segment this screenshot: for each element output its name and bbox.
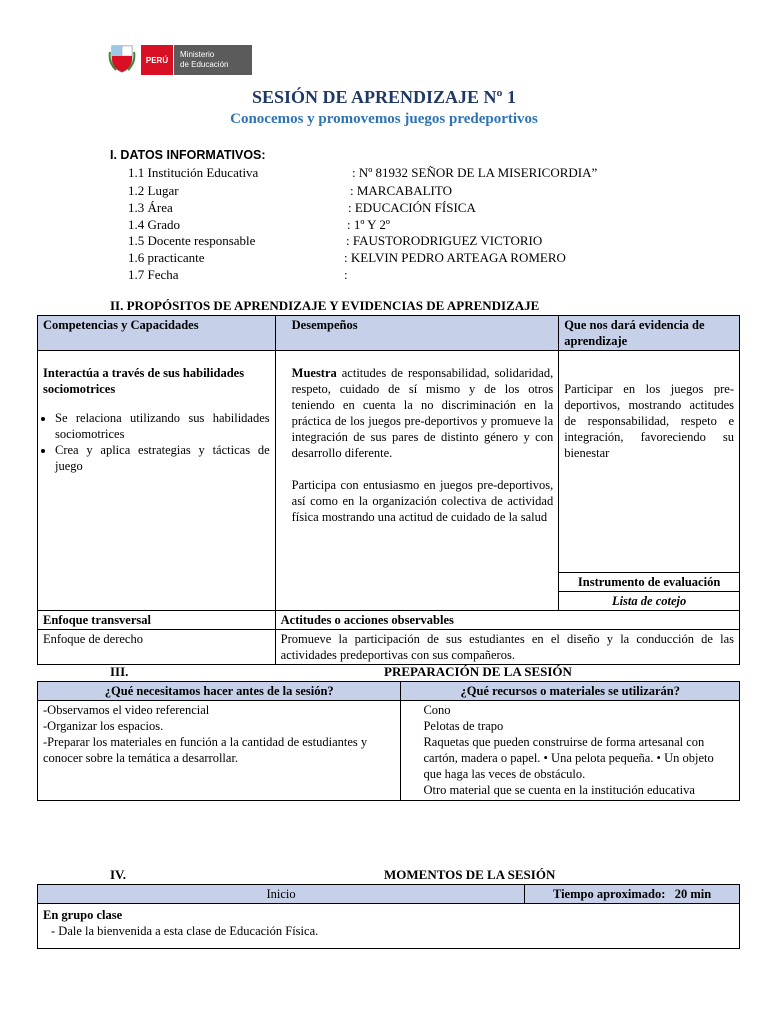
info-label: 1.5 Docente responsable <box>128 233 256 248</box>
resource-item: Otro material que se cuenta en la institución educativa <box>423 783 695 797</box>
header-evidencia: Que nos dará evidencia de aprendizaje <box>559 316 740 351</box>
info-label: 1.4 Grado <box>128 217 180 232</box>
section-1-heading: I. DATOS INFORMATIVOS: <box>110 148 266 162</box>
inicio-content <box>38 904 740 949</box>
enfoque-label: Enfoque transversal <box>38 611 276 630</box>
header-competencias: Competencias y Capacidades <box>38 316 276 351</box>
info-label: 1.7 Fecha <box>128 267 179 282</box>
capacidad-item: • Se relaciona utilizando sus habilidades sociomotrices <box>55 410 270 442</box>
page-title: SESIÓN DE APRENDIZAJE Nº 1 <box>252 87 516 107</box>
desempeno-text-2: Participa con entusiasmo en juegos pre-deportivos, así como en la organización colectiva de actividad física mostrando una actitud de cuidado de la salud <box>291 478 554 524</box>
info-label: 1.3 Área <box>128 200 173 215</box>
info-value: : Nº 81932 SEÑOR DE LA MISERICORDIA” <box>352 165 598 180</box>
actitudes-label: Actitudes o acciones observables <box>275 611 739 630</box>
desempeno-rest: actitudes de responsabilidad, solidaridad, respeto, cuidado de sí mismo y de los otros teniendo en cuenta la no discriminación en la práctica de los juegos pre-deportivos y promueve la integración de sus pares de distinto género y con desarrollo diferente. <box>291 366 554 460</box>
coat-of-arms-icon <box>108 42 136 74</box>
resource-item: Raquetas que pueden construirse de forma artesanal con cartón, madera o papel. • Una pelota pequeña. • Un objeto que haga las veces de obstáculo. <box>423 735 714 781</box>
actitudes-value: Promueve la participación de sus estudiantes en el diseño y la conducción de las actividades predeportivas con sus compañeros. <box>275 630 739 665</box>
section-3-number: III. <box>110 664 129 679</box>
capacidades-list <box>43 410 270 474</box>
page-subtitle: Conocemos y promovemos juegos predeportivos <box>230 111 538 127</box>
moments-table <box>37 884 740 949</box>
header-resources: ¿Qué recursos o materiales se utilizarán? <box>401 682 740 701</box>
section-3-heading: PREPARACIÓN DE LA SESIÓN <box>384 664 572 679</box>
time-label: Tiempo aproximado: <box>552 887 666 901</box>
group-label: En grupo clase <box>43 908 123 922</box>
resource-item: Cono <box>423 703 451 717</box>
info-value: : MARCABALITO <box>350 183 452 198</box>
resources-cell <box>401 701 740 801</box>
ministry-line-2: de Educación <box>180 60 229 69</box>
section-4-number: IV. <box>110 867 127 882</box>
ministry-line-1: Ministerio <box>180 50 215 59</box>
purposes-table <box>37 315 740 665</box>
info-label: 1.1 Institución Educativa <box>128 165 259 180</box>
header-before-session: ¿Qué necesitamos hacer antes de la sesión? <box>38 682 401 701</box>
info-value: : 1º Y 2º <box>347 217 390 232</box>
inicio-item: - Dale la bienvenida a esta clase de Educación Física. <box>51 924 319 938</box>
before-item: -Organizar los espacios. <box>43 719 164 733</box>
desempenos-cell <box>275 351 559 611</box>
desempeno-text-1 <box>292 365 554 461</box>
info-label: 1.6 practicante <box>128 250 205 265</box>
info-label: 1.2 Lugar <box>128 183 179 198</box>
competencia-title: Interactúa a través de sus habilidades sociomotrices <box>43 366 245 396</box>
preparation-table <box>37 681 740 801</box>
peru-badge: PERÚ <box>141 45 173 75</box>
info-value: : <box>344 267 348 282</box>
evidencia-cell: Participar en los juegos pre-deportivos, mostrando actitudes de responsabilidad, respeto e integración, favoreciendo su bienestar <box>559 351 740 573</box>
time-cell <box>525 885 740 904</box>
info-value: : EDUCACIÓN FÍSICA <box>348 200 476 215</box>
time-value: 20 min <box>674 887 712 901</box>
header-desempenos: Desempeños <box>275 316 559 351</box>
before-session-cell <box>38 701 401 801</box>
desempeno-bold: Muestra <box>291 366 337 380</box>
phase-inicio: Inicio <box>38 885 525 904</box>
enfoque-value: Enfoque de derecho <box>38 630 276 665</box>
info-value: : FAUSTORODRIGUEZ VICTORIO <box>346 233 543 248</box>
before-item: -Observamos el video referencial <box>43 703 210 717</box>
instrumento-value: Lista de cotejo <box>559 592 740 611</box>
info-value: : KELVIN PEDRO ARTEAGA ROMERO <box>344 250 566 265</box>
resource-item: Pelotas de trapo <box>423 719 504 733</box>
ministry-badge <box>174 45 252 75</box>
instrumento-label: Instrumento de evaluación <box>559 573 740 592</box>
competencias-cell <box>38 351 276 611</box>
capacidad-item: • Crea y aplica estrategias y tácticas de juego <box>55 442 270 474</box>
section-4-heading: MOMENTOS DE LA SESIÓN <box>384 867 556 882</box>
before-item: -Preparar los materiales en función a la cantidad de estudiantes y conocer sobre la temática a desarrollar. <box>43 735 368 765</box>
section-2-heading: II. PROPÓSITOS DE APRENDIZAJE Y EVIDENCIAS DE APRENDIZAJE <box>110 298 540 313</box>
